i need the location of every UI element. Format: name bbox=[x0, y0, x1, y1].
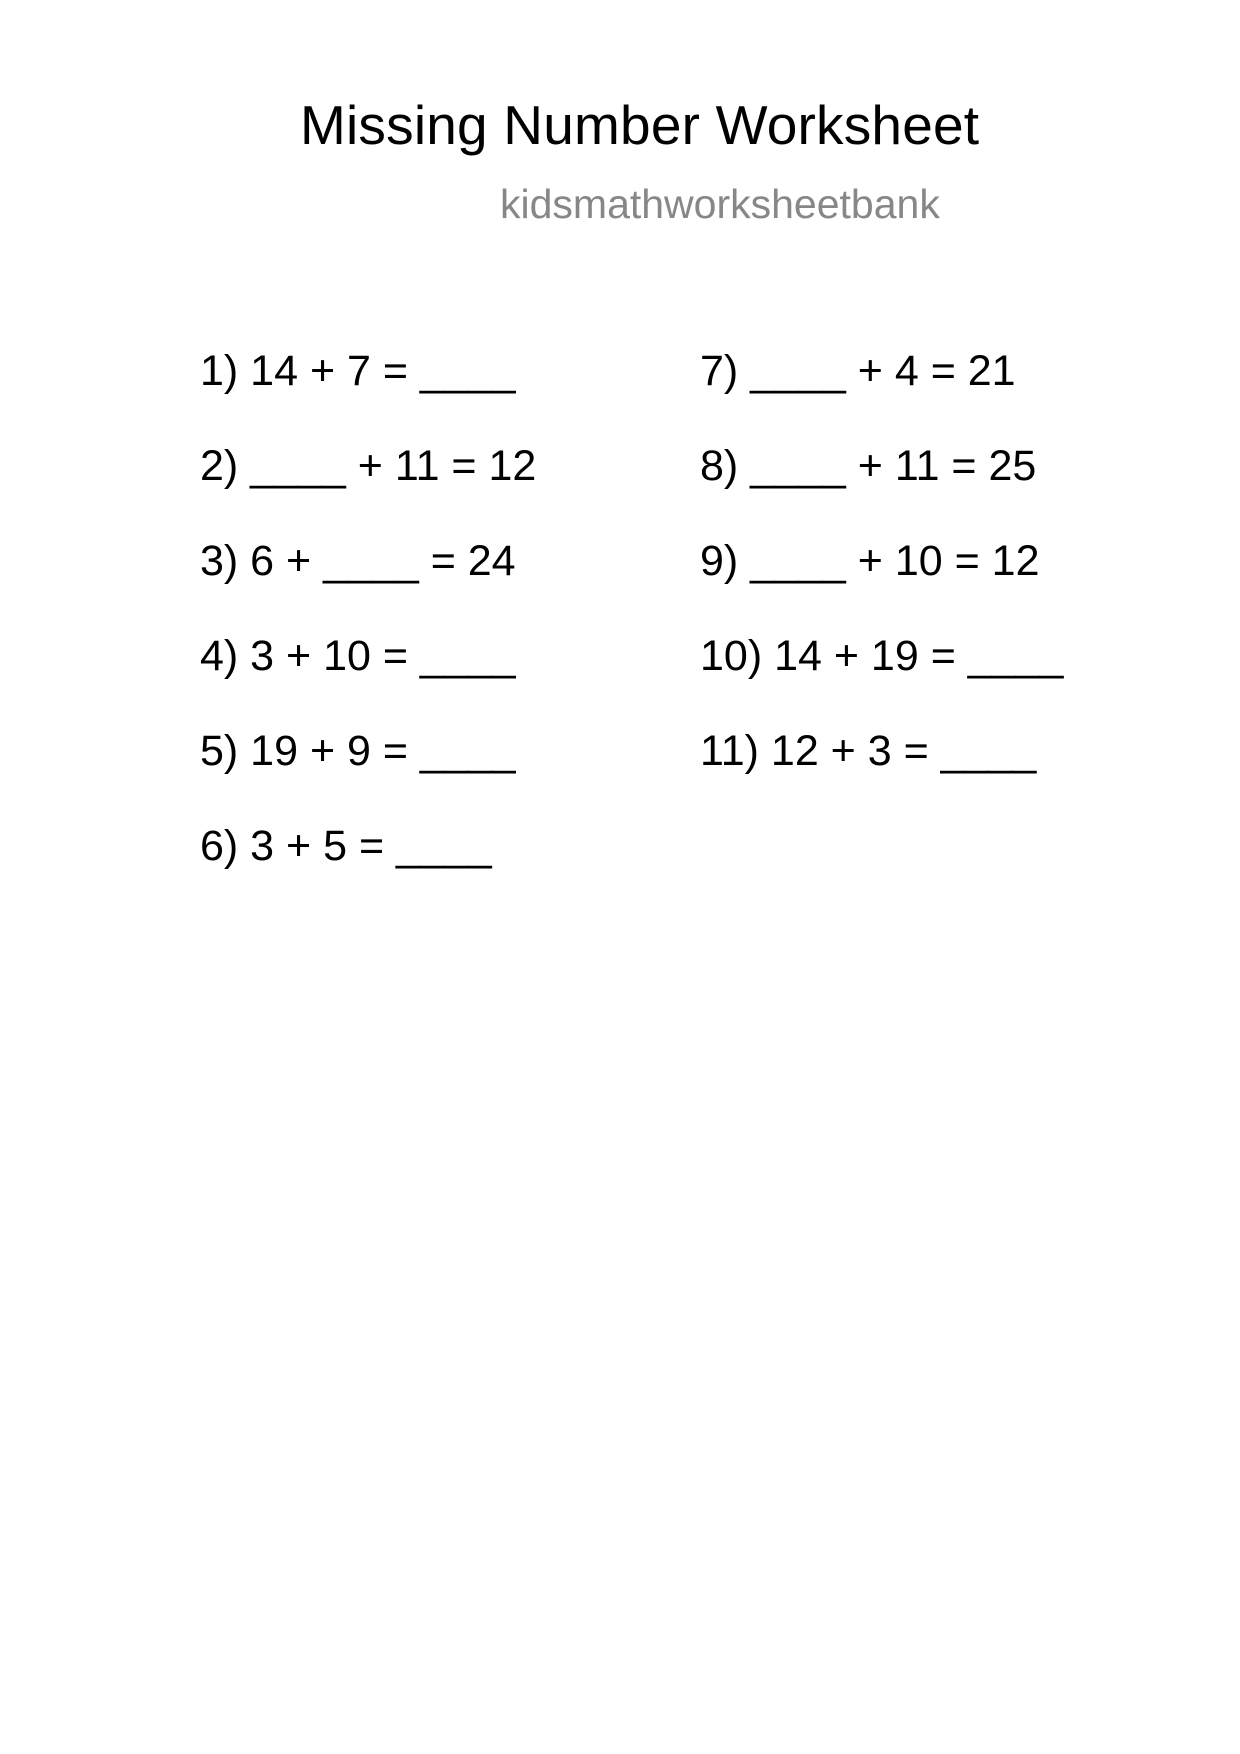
page-title: Missing Number Worksheet bbox=[300, 94, 980, 156]
problem-3: 3) 6 + ____ = 24 bbox=[200, 537, 516, 585]
problem-8: 8) ____ + 11 = 25 bbox=[700, 442, 1037, 490]
problem-2: 2) ____ + 11 = 12 bbox=[200, 442, 537, 490]
page-subtitle: kidsmathworksheetbank bbox=[500, 181, 940, 227]
problem-1: 1) 14 + 7 = ____ bbox=[200, 347, 516, 395]
problem-6: 6) 3 + 5 = ____ bbox=[200, 822, 492, 870]
problems-right-column bbox=[700, 347, 1064, 825]
problem-9: 9) ____ + 10 = 12 bbox=[700, 537, 1040, 585]
problem-11: 11) 12 + 3 = ____ bbox=[700, 727, 1037, 775]
problem-4: 4) 3 + 10 = ____ bbox=[200, 632, 516, 680]
problems-left-column bbox=[200, 347, 537, 920]
problem-10: 10) 14 + 19 = ____ bbox=[700, 632, 1064, 680]
problem-5: 5) 19 + 9 = ____ bbox=[200, 727, 516, 775]
problem-7: 7) ____ + 4 = 21 bbox=[700, 347, 1016, 395]
